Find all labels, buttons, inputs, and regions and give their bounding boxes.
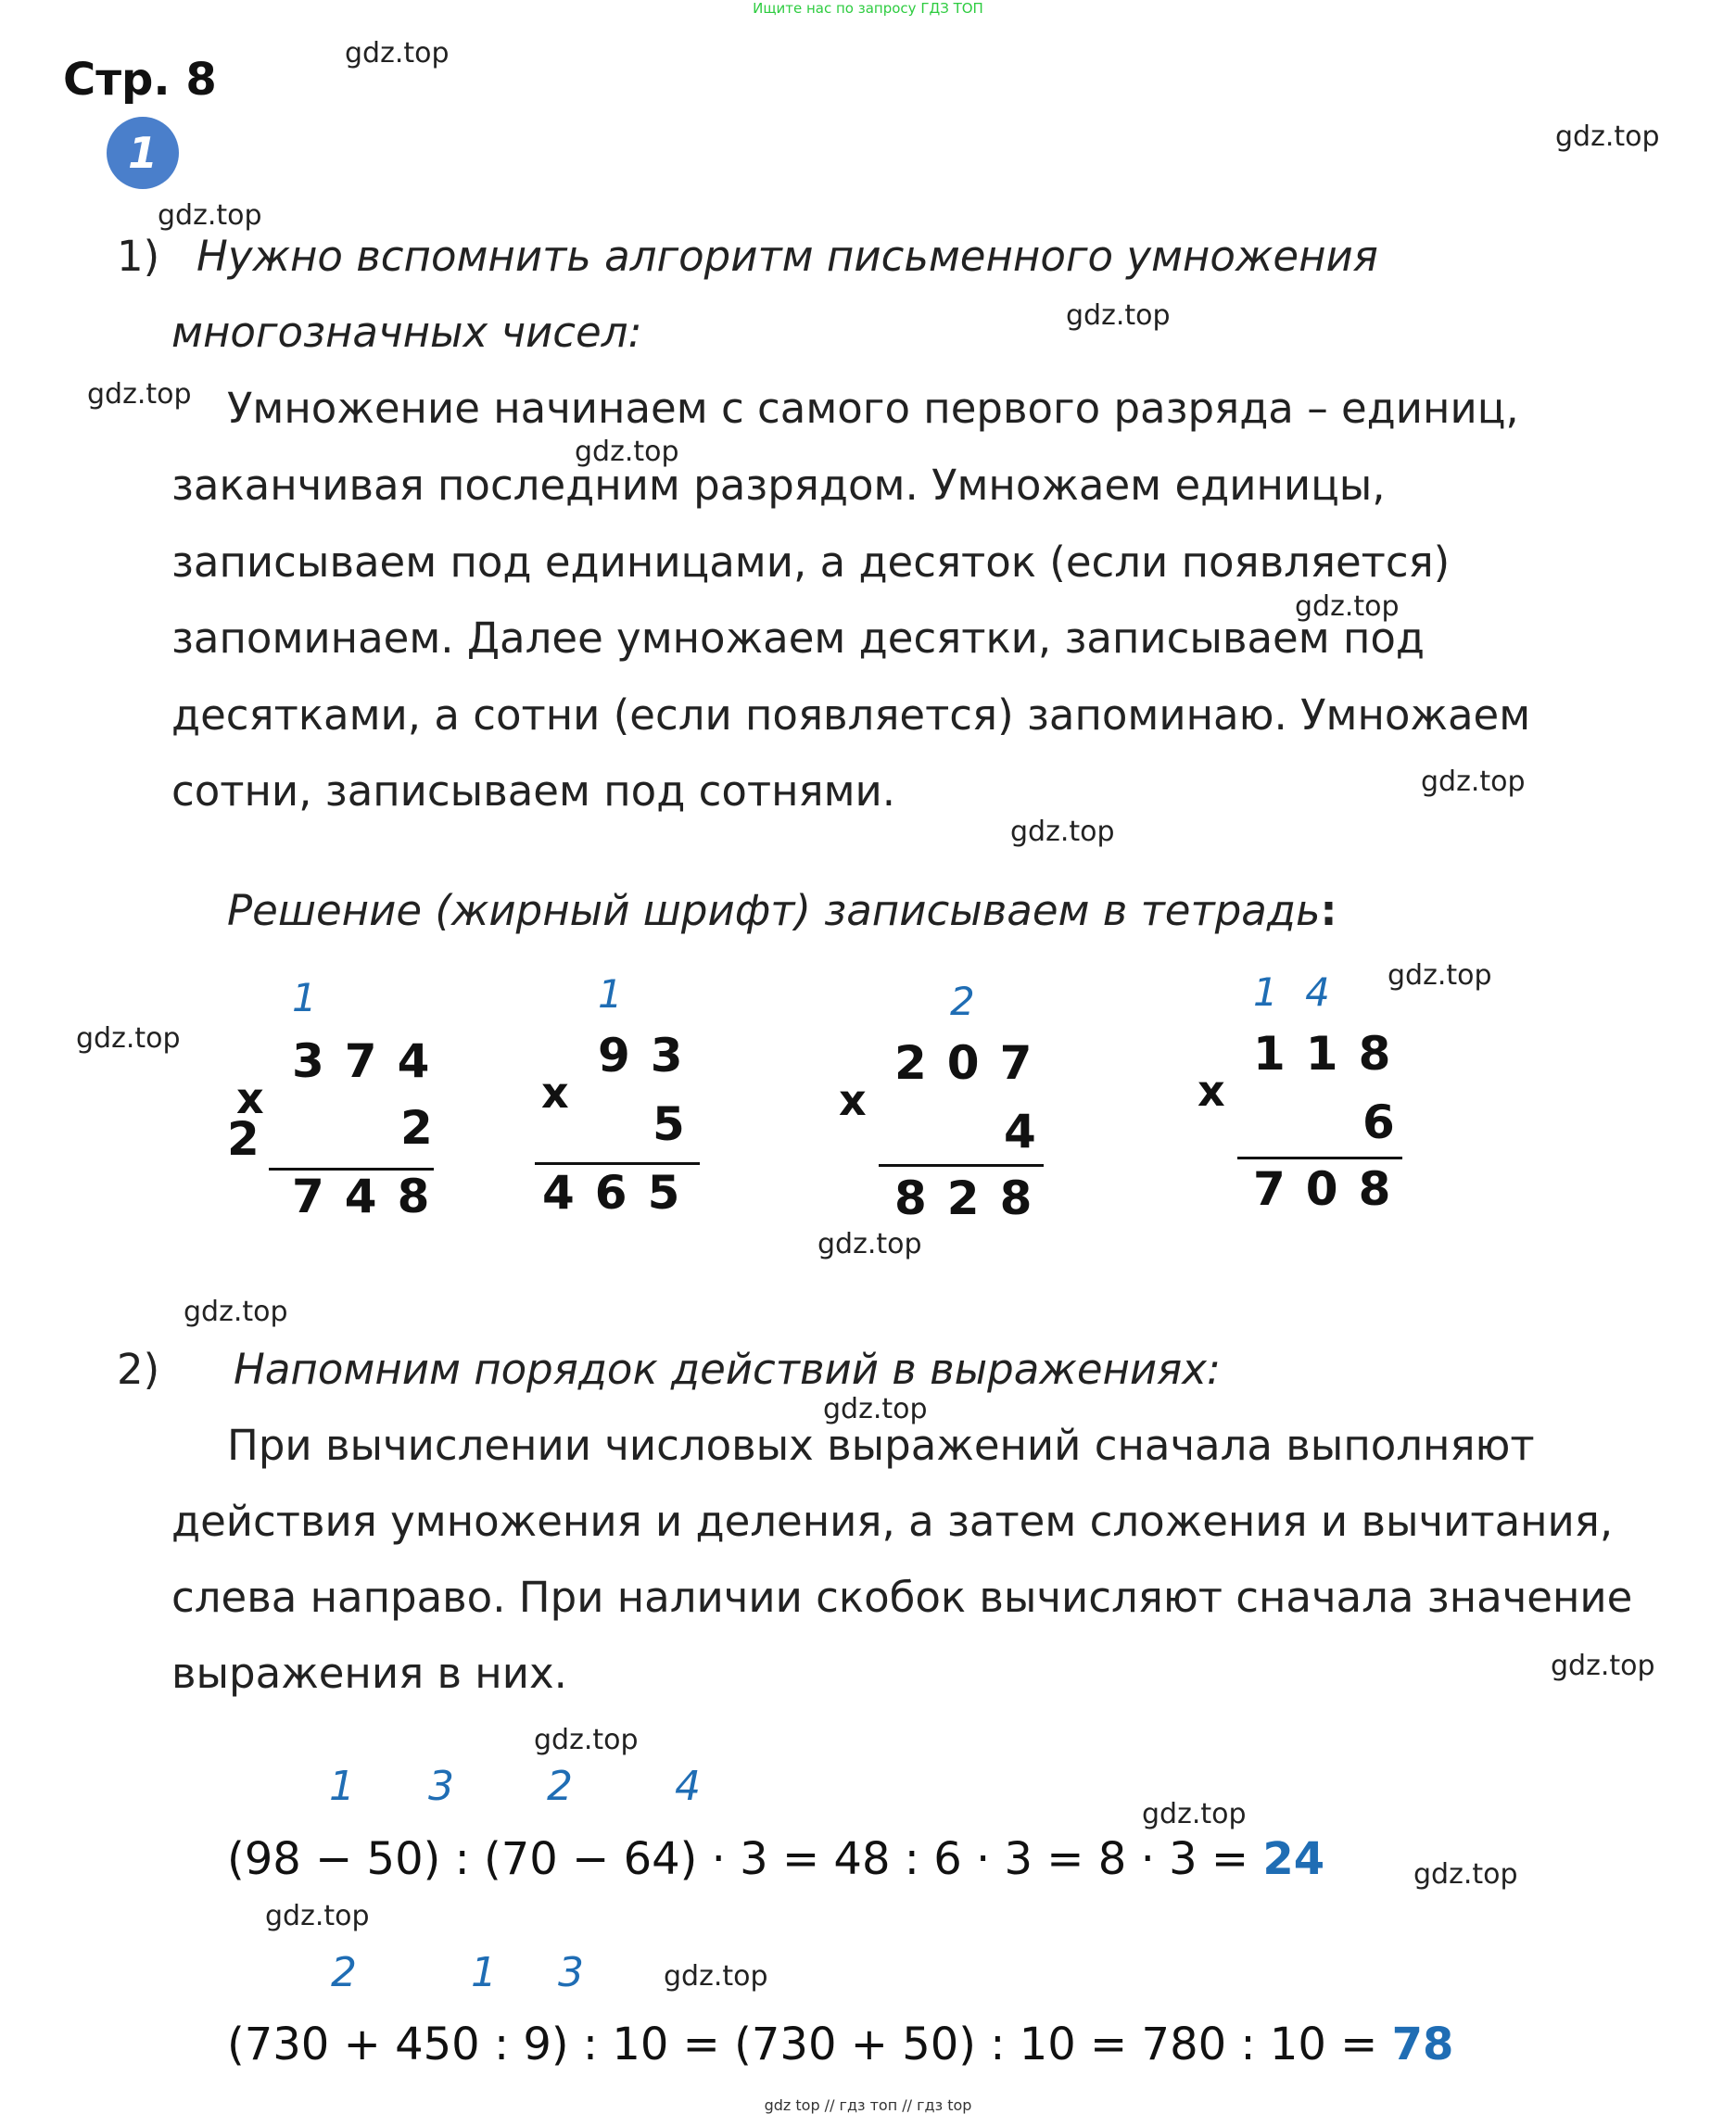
expression-2-line — [227, 2019, 1453, 2070]
order-number: 1 — [471, 1949, 497, 1996]
order-number: 2 — [547, 1763, 573, 1810]
watermark: gdz.top — [76, 1022, 181, 1055]
order-number: 1 — [329, 1763, 355, 1810]
expression-answer: 24 — [1262, 1833, 1325, 1885]
order-number: 3 — [558, 1949, 584, 1996]
watermark: gdz.top — [1551, 1650, 1655, 1682]
paragraph-line: действия умножения и деления, а затем сложения и вычитания, — [171, 1497, 1614, 1546]
product: 708 — [1253, 1162, 1412, 1216]
watermark: gdz.top — [1066, 299, 1171, 332]
page-title: Стр. 8 — [63, 54, 217, 106]
section1-heading-line1: Нужно вспомнить алгоритм письменного умножения — [196, 232, 1378, 281]
multiplier: 6 — [1362, 1095, 1415, 1149]
multiplicand: 118 — [1253, 1027, 1412, 1081]
solution-note-colon: : — [1320, 886, 1337, 935]
top-banner[interactable]: Ищите нас по запросу ГДЗ ТОП — [753, 0, 983, 17]
section1-label: 1) — [117, 232, 160, 281]
multiply-sign: x — [541, 1068, 569, 1118]
product: 828 — [894, 1171, 1053, 1225]
expression-answer: 78 — [1391, 2019, 1454, 2070]
solution-note — [227, 886, 1337, 935]
section1-heading-line2: многозначных чисел: — [171, 308, 642, 357]
bottom-banner[interactable]: gdz top // гдз топ // гдз top — [764, 2096, 972, 2114]
multiplicand: 207 — [894, 1036, 1053, 1090]
product: 465 — [542, 1166, 701, 1220]
result-rule — [879, 1164, 1044, 1167]
watermark: gdz.top — [265, 1900, 370, 1932]
watermark: gdz.top — [664, 1960, 768, 1993]
multiply-sign: x — [236, 1073, 264, 1123]
task-number-badge: 1 — [107, 117, 179, 189]
multiplier: 4 — [1004, 1105, 1057, 1158]
order-number: 2 — [331, 1949, 357, 1996]
watermark: gdz.top — [817, 1228, 922, 1260]
result-rule — [1237, 1157, 1402, 1159]
multiplier: 5 — [653, 1097, 705, 1151]
watermark: gdz.top — [823, 1393, 928, 1425]
watermark: gdz.top — [534, 1724, 639, 1756]
watermark: gdz.top — [87, 378, 192, 411]
section2-label: 2) — [117, 1345, 160, 1394]
paragraph-line: записываем под единицами, а десяток (если появляется) — [171, 538, 1451, 587]
paragraph-line: заканчивая последним разрядом. Умножаем единицы, — [171, 461, 1386, 510]
extra-digit: 2 — [227, 1112, 280, 1166]
product: 748 — [292, 1170, 450, 1223]
watermark: gdz.top — [1295, 590, 1400, 623]
paragraph-line: сотни, записываем под сотнями. — [171, 766, 896, 816]
expression-1-line — [227, 1833, 1324, 1885]
paragraph-line: запоминаем. Далее умножаем десятки, записываем под — [171, 614, 1426, 663]
paragraph-line: слева направо. При наличии скобок вычисляют сначала значение — [171, 1573, 1633, 1622]
watermark: gdz.top — [1555, 120, 1660, 153]
watermark: gdz.top — [1142, 1798, 1247, 1830]
multiply-sign: x — [1197, 1066, 1225, 1116]
multiplier: 2 — [400, 1101, 453, 1155]
watermark: gdz.top — [1421, 766, 1526, 798]
section2-heading: Напомним порядок действий в выражениях: — [234, 1345, 1222, 1394]
paragraph-line: Умножение начинаем с самого первого разряда – единиц, — [227, 384, 1519, 433]
multiply-sign: x — [839, 1075, 867, 1125]
watermark: gdz.top — [158, 199, 262, 232]
multiplicand: 374 — [292, 1034, 450, 1088]
watermark: gdz.top — [1010, 816, 1115, 848]
watermark: gdz.top — [575, 436, 679, 468]
order-number: 3 — [428, 1763, 454, 1810]
solution-note-text: Решение (жирный шрифт) записываем в тетрадь — [227, 886, 1321, 935]
result-rule — [535, 1162, 700, 1165]
carry-digit: 1 — [598, 971, 623, 1017]
paragraph-line: десятками, а сотни (если появляется) запоминаю. Умножаем — [171, 690, 1531, 740]
expression-text: (98 − 50) : (70 − 64) · 3 = 48 : 6 · 3 = 8 · 3 = — [227, 1833, 1263, 1885]
paragraph-line: При вычислении числовых выражений сначала выполняют — [227, 1421, 1535, 1470]
order-number: 4 — [675, 1763, 701, 1810]
watermark: gdz.top — [1388, 959, 1492, 992]
carry-digit: 1 4 — [1253, 969, 1337, 1015]
carry-digit: 1 — [292, 975, 317, 1020]
watermark: gdz.top — [1413, 1858, 1518, 1891]
carry-digit: 2 — [950, 979, 975, 1024]
watermark: gdz.top — [184, 1296, 288, 1328]
paragraph-line: выражения в них. — [171, 1649, 567, 1698]
watermark: gdz.top — [345, 37, 450, 70]
expression-text: (730 + 450 : 9) : 10 = (730 + 50) : 10 = 780 : 10 = — [227, 2019, 1392, 2070]
multiplicand: 93 — [598, 1029, 703, 1082]
